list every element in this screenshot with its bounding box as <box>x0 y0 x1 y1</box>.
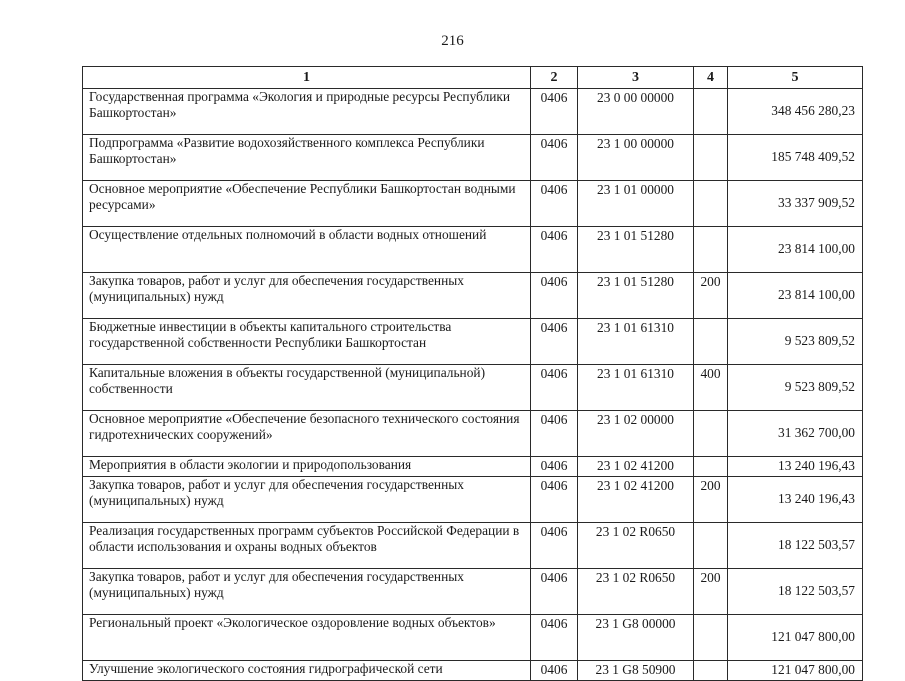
table-row <box>83 411 863 457</box>
row-section-cell: 0406 <box>531 569 578 615</box>
row-target-code-cell: 23 1 G8 00000 <box>578 615 694 661</box>
table-row <box>83 181 863 227</box>
row-expense-type-cell <box>694 227 728 273</box>
row-amount-cell: 121 047 800,00 <box>728 615 863 661</box>
table-row <box>83 523 863 569</box>
row-name-cell: Реализация государственных программ субъектов Российской Федерации в области использования и охраны водных объектов <box>83 523 531 569</box>
table-row <box>83 477 863 523</box>
table-body <box>83 89 863 681</box>
row-expense-type-cell <box>694 661 728 681</box>
row-name-cell: Закупка товаров, работ и услуг для обеспечения государственных (муниципальных) нужд <box>83 569 531 615</box>
row-amount-cell: 23 814 100,00 <box>728 227 863 273</box>
row-amount-cell: 33 337 909,52 <box>728 181 863 227</box>
row-expense-type-cell <box>694 319 728 365</box>
row-amount-cell: 9 523 809,52 <box>728 365 863 411</box>
row-name-cell: Основное мероприятие «Обеспечение безопасного технического состояния гидротехнических сооружений» <box>83 411 531 457</box>
row-section-cell: 0406 <box>531 181 578 227</box>
row-amount-cell: 31 362 700,00 <box>728 411 863 457</box>
row-amount-cell: 121 047 800,00 <box>728 661 863 681</box>
row-expense-type-cell: 400 <box>694 365 728 411</box>
row-name-cell: Капитальные вложения в объекты государственной (муниципальной) собственности <box>83 365 531 411</box>
row-name-cell: Улучшение экологического состояния гидрографической сети <box>83 661 531 681</box>
header-cell-3: 3 <box>578 67 694 89</box>
table-row <box>83 457 863 477</box>
row-section-cell: 0406 <box>531 457 578 477</box>
row-amount-cell: 18 122 503,57 <box>728 523 863 569</box>
row-section-cell: 0406 <box>531 135 578 181</box>
row-section-cell: 0406 <box>531 523 578 569</box>
table-row <box>83 273 863 319</box>
row-name-cell: Мероприятия в области экологии и природопользования <box>83 457 531 477</box>
row-expense-type-cell <box>694 181 728 227</box>
row-name-cell: Осуществление отдельных полномочий в области водных отношений <box>83 227 531 273</box>
row-target-code-cell: 23 1 02 41200 <box>578 457 694 477</box>
row-expense-type-cell <box>694 135 728 181</box>
row-amount-cell: 13 240 196,43 <box>728 457 863 477</box>
row-section-cell: 0406 <box>531 319 578 365</box>
row-amount-cell: 18 122 503,57 <box>728 569 863 615</box>
header-cell-1: 1 <box>83 67 531 89</box>
row-name-cell: Подпрограмма «Развитие водохозяйственного комплекса Республики Башкортостан» <box>83 135 531 181</box>
row-name-cell: Закупка товаров, работ и услуг для обеспечения государственных (муниципальных) нужд <box>83 273 531 319</box>
header-cell-4: 4 <box>694 67 728 89</box>
row-target-code-cell: 23 1 02 R0650 <box>578 523 694 569</box>
row-expense-type-cell <box>694 411 728 457</box>
table-row <box>83 365 863 411</box>
row-amount-cell: 23 814 100,00 <box>728 273 863 319</box>
row-name-cell: Региональный проект «Экологическое оздоровление водных объектов» <box>83 615 531 661</box>
page-number: 216 <box>441 33 464 49</box>
header-row <box>83 67 863 89</box>
row-expense-type-cell: 200 <box>694 569 728 615</box>
row-target-code-cell: 23 1 02 00000 <box>578 411 694 457</box>
row-target-code-cell: 23 1 00 00000 <box>578 135 694 181</box>
row-section-cell: 0406 <box>531 661 578 681</box>
row-target-code-cell: 23 1 01 61310 <box>578 319 694 365</box>
row-target-code-cell: 23 1 G8 50900 <box>578 661 694 681</box>
row-expense-type-cell: 200 <box>694 477 728 523</box>
row-expense-type-cell <box>694 615 728 661</box>
row-amount-cell: 348 456 280,23 <box>728 89 863 135</box>
table-row <box>83 135 863 181</box>
row-section-cell: 0406 <box>531 89 578 135</box>
row-expense-type-cell <box>694 89 728 135</box>
table-row <box>83 319 863 365</box>
header-cell-5: 5 <box>728 67 863 89</box>
row-name-cell: Основное мероприятие «Обеспечение Республики Башкортостан водными ресурсами» <box>83 181 531 227</box>
table-row <box>83 89 863 135</box>
row-target-code-cell: 23 1 01 00000 <box>578 181 694 227</box>
budget-table <box>82 66 863 681</box>
row-section-cell: 0406 <box>531 273 578 319</box>
row-amount-cell: 9 523 809,52 <box>728 319 863 365</box>
header-cell-2: 2 <box>531 67 578 89</box>
row-name-cell: Государственная программа «Экология и природные ресурсы Республики Башкортостан» <box>83 89 531 135</box>
row-target-code-cell: 23 1 01 51280 <box>578 273 694 319</box>
table-row <box>83 569 863 615</box>
row-name-cell: Закупка товаров, работ и услуг для обеспечения государственных (муниципальных) нужд <box>83 477 531 523</box>
row-target-code-cell: 23 0 00 00000 <box>578 89 694 135</box>
row-name-cell: Бюджетные инвестиции в объекты капитального строительства государственной собственности Республики Башкортостан <box>83 319 531 365</box>
table-row <box>83 615 863 661</box>
row-expense-type-cell: 200 <box>694 273 728 319</box>
table-row <box>83 227 863 273</box>
row-section-cell: 0406 <box>531 227 578 273</box>
table-row <box>83 661 863 681</box>
row-section-cell: 0406 <box>531 411 578 457</box>
table-header <box>83 67 863 89</box>
row-section-cell: 0406 <box>531 365 578 411</box>
row-target-code-cell: 23 1 01 61310 <box>578 365 694 411</box>
row-section-cell: 0406 <box>531 615 578 661</box>
row-target-code-cell: 23 1 01 51280 <box>578 227 694 273</box>
row-amount-cell: 13 240 196,43 <box>728 477 863 523</box>
row-section-cell: 0406 <box>531 477 578 523</box>
row-amount-cell: 185 748 409,52 <box>728 135 863 181</box>
row-target-code-cell: 23 1 02 R0650 <box>578 569 694 615</box>
row-expense-type-cell <box>694 457 728 477</box>
row-expense-type-cell <box>694 523 728 569</box>
row-target-code-cell: 23 1 02 41200 <box>578 477 694 523</box>
